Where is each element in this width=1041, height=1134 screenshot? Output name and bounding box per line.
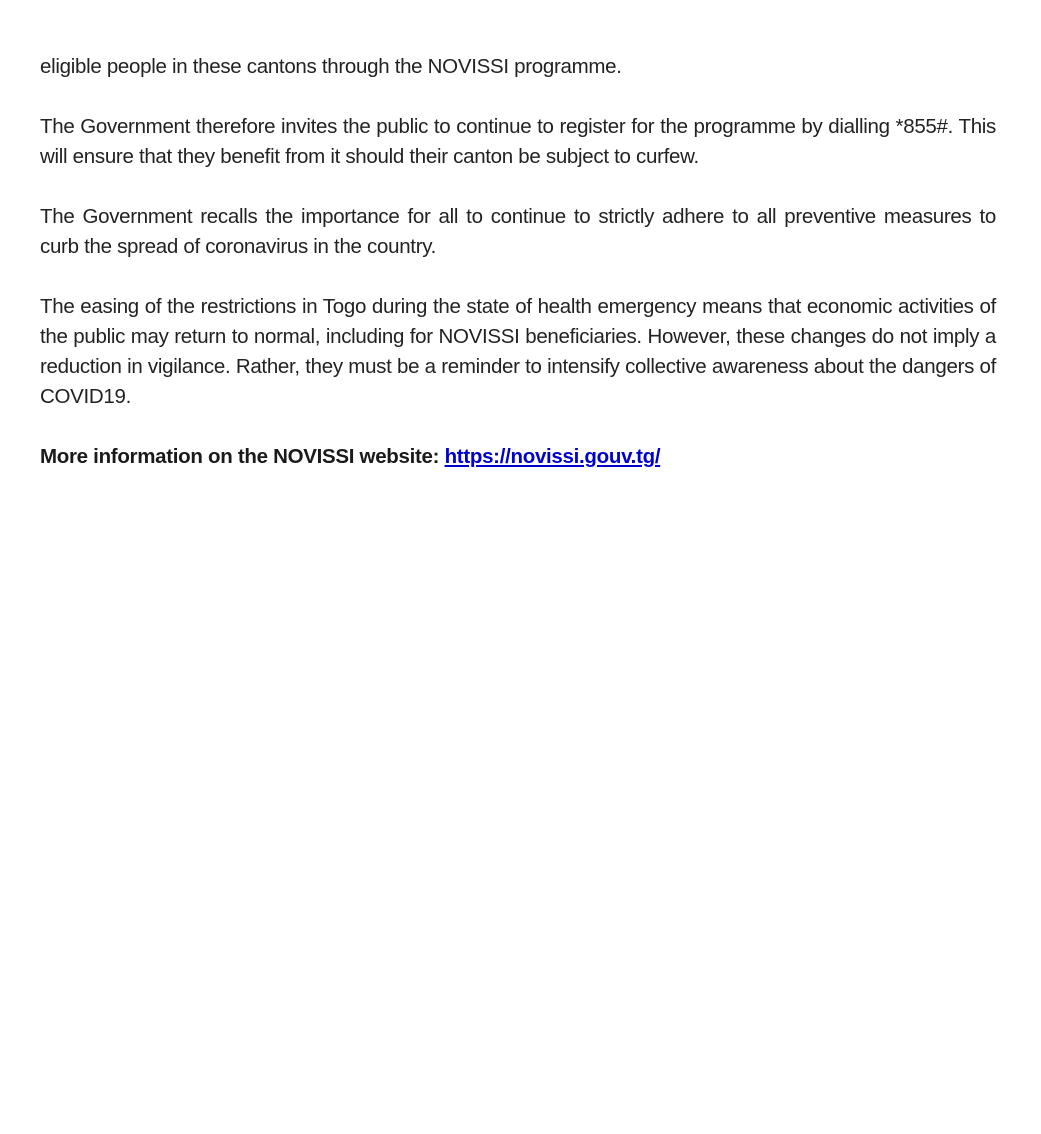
more-information-line bbox=[40, 442, 996, 472]
paragraph-eligible-people: eligible people in these cantons through the NOVISSI programme. bbox=[40, 55, 622, 78]
paragraph-easing-restrictions: The easing of the restrictions in Togo during the state of health emergency means that economic activities of the public may return to normal, including for NOVISSI beneficiaries. However, these changes do not imply a reduction in vigilance. Rather, they must be a reminder to intensify collective awareness about the dangers of COVID19. bbox=[40, 295, 996, 408]
more-information-label: More information on the NOVISSI website: bbox=[40, 445, 440, 468]
novissi-website-link[interactable]: https://novissi.gouv.tg/ bbox=[444, 445, 661, 468]
document-page bbox=[40, 52, 996, 472]
paragraph-register-invite: The Government therefore invites the public to continue to register for the programme by dialling *855#. This will ensure that they benefit from it should their canton be subject to curfew. bbox=[40, 115, 996, 168]
paragraph-preventive-measures: The Government recalls the importance for all to continue to strictly adhere to all preventive measures to curb the spread of coronavirus in the country. bbox=[40, 205, 996, 258]
